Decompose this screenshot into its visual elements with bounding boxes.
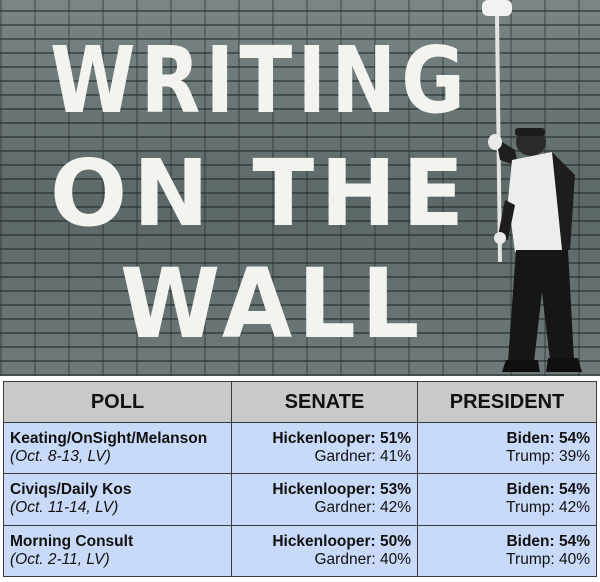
senate-trailer: Gardner: 41% (314, 448, 411, 466)
president-cell (418, 423, 597, 474)
mural-line-1: WRITING (50, 27, 470, 134)
mural-line-2: ON THE (50, 140, 470, 247)
mural-line-3: WALL (120, 248, 425, 360)
poll-cell (4, 525, 232, 576)
senate-leader: Hickenlooper: 53% (272, 481, 411, 499)
senate-trailer: Gardner: 42% (314, 499, 411, 517)
header-poll: POLL (4, 382, 232, 423)
poll-cell (4, 423, 232, 474)
president-cell (418, 525, 597, 576)
poll-dates: (Oct. 2-11, LV) (10, 550, 110, 568)
president-trailer: Trump: 40% (506, 550, 590, 568)
president-trailer: Trump: 39% (506, 448, 590, 466)
senate-cell (232, 525, 418, 576)
poll-dates: (Oct. 11-14, LV) (10, 499, 119, 517)
table-header-row (4, 382, 597, 423)
senate-cell (232, 423, 418, 474)
poll-table (3, 381, 597, 577)
senate-cell (232, 474, 418, 525)
painter-figure (482, 0, 582, 372)
president-leader: Biden: 54% (506, 532, 590, 550)
pollster-name: Morning Consult (10, 532, 134, 550)
president-cell (418, 474, 597, 525)
table-row (4, 423, 597, 474)
president-leader: Biden: 54% (506, 430, 590, 448)
senate-trailer: Gardner: 40% (314, 550, 411, 568)
table-row (4, 525, 597, 576)
header-senate: SENATE (232, 382, 418, 423)
header-president: PRESIDENT (418, 382, 597, 423)
table-row (4, 474, 597, 525)
president-trailer: Trump: 42% (506, 499, 590, 517)
senate-leader: Hickenlooper: 51% (272, 430, 411, 448)
poll-cell (4, 474, 232, 525)
pollster-name: Keating/OnSight/Melanson (10, 430, 208, 448)
poll-dates: (Oct. 8-13, LV) (10, 448, 111, 466)
pollster-name: Civiqs/Daily Kos (10, 481, 132, 499)
senate-leader: Hickenlooper: 50% (272, 532, 411, 550)
president-leader: Biden: 54% (506, 481, 590, 499)
